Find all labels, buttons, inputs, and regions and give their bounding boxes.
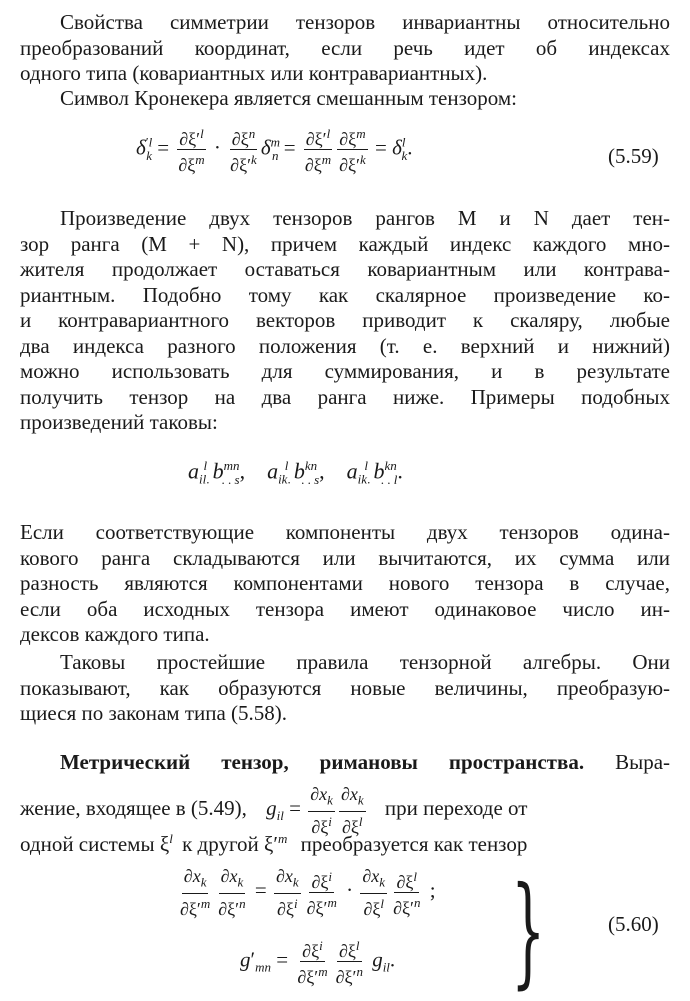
text-line: Если соответствующие компоненты двух тензоров одина-	[20, 520, 670, 544]
text-line: Таковы простейшие правила тензорной алгебры. Они	[60, 650, 670, 674]
paragraph-sum	[20, 520, 670, 648]
text-fragment: Выра-	[615, 750, 671, 774]
text-line: два индекса разного положения (т. е. верхний и нижний)	[20, 333, 670, 358]
text-line: дексов каждого типа.	[20, 622, 210, 646]
text-line: риантным. Подобно тому как скалярное произведение ко-	[20, 282, 670, 307]
paragraph-product	[20, 206, 670, 436]
text-line: Символ Кронекера является смешанным тензором:	[60, 86, 517, 110]
equation-number: (5.60)	[608, 912, 659, 936]
text-fragment: к другой	[182, 832, 259, 856]
text-line: произведений таковы:	[20, 410, 218, 434]
paragraph-metric	[20, 750, 670, 776]
product-examples: $a_{il.}^l$ $b^{mn}_{. . s}$, $a_{ik.}^l$ $b^{kn}_{. . s}$, $a_{ik.}^l$ $b^{kn}_{. . l}$.	[188, 458, 403, 487]
text-fragment: преобразуется как тензор	[300, 832, 528, 856]
paragraph-metric-line2: жение, входящее в (5.49), $g_{il}$ = $\frac{\partial x_k}{\partial\xi^i}$ $\frac{\partial x_k}{\partial\xi^l}$ при переходе от	[20, 784, 528, 837]
text-line: кового ранга складываются или вычитаются, их сумма или	[20, 545, 670, 570]
text-fragment: жение, входящее в (5.49),	[20, 796, 247, 821]
text-line: Свойства симметрии тензоров инвариантны относительно	[60, 10, 670, 34]
text-line: можно использовать для суммирования, и в результате	[20, 359, 670, 383]
paragraph-kronecker	[20, 86, 670, 112]
text-line: Произведение двух тензоров рангов M и N дает тен-	[60, 206, 670, 230]
text-line: одного типа (ковариантных или контравариантных).	[20, 61, 488, 85]
text-fragment: при переходе от	[384, 796, 528, 821]
text-line: преобразований координат, если речь идет об индексах	[20, 35, 670, 60]
equation-number: (5.59)	[608, 144, 659, 168]
text-line: щиеся по законам типа (5.58).	[20, 701, 288, 725]
paragraph-symmetry	[20, 10, 670, 87]
equation-5-60-line2: $g'_{mn}$ = $\frac{\partial\xi^i}{\partial\xi'^m}$ $\frac{\partial\xi^l}{\partial\xi'^n}$ $g_{il}$.	[240, 938, 396, 987]
text-line: получить тензор на два ранга ниже. Примеры подобных	[20, 384, 670, 409]
text-line: если оба исходных тензора имеют одинаковое число ин-	[20, 596, 670, 621]
equation-5-60-line1: $\frac{\partial x_k}{\partial\xi'^m}$ $\frac{\partial x_k}{\partial\xi'^n}$ = $\frac{\partial x_k}{\partial\xi^i}$ $\frac{\partial\xi^i}{\partial\xi'^m}$ · $\frac{\partial x_k}{\partial\xi^l}$ $\frac{\partial\xi^l}{\partial\xi'^n}$ ;	[180, 866, 436, 919]
paragraph-rules	[20, 650, 670, 727]
text-line: жителя продолжает оставаться ковариантным или контрава-	[20, 257, 670, 281]
text-line: зор ранга (M + N), причем каждый индекс каждого мно-	[20, 231, 670, 256]
right-brace: }	[510, 862, 546, 1001]
text-line: и контравариантного векторов приводит к скаляру, любые	[20, 308, 670, 332]
equation-5-59: $\delta^{'l}_k$ = $\frac{\partial\xi'^l}{\partial\xi^m}$ · $\frac{\partial\xi^n}{\partial\xi'^k}$ $\delta^m_n$ = $\frac{\partial\xi'^l}{\partial\xi^m}$ $\frac{\partial\xi^m}{\partial\xi'^k}$ = $\delta^l_k$.	[136, 126, 413, 175]
text-line	[20, 750, 670, 776]
text-line: разность являются компонентами нового тензора в случае,	[20, 571, 670, 595]
paragraph-metric-line3: одной системы $\xi^l$ к другой $\xi'^m$ преобразуется как тензор	[20, 831, 528, 856]
text-line: показывают, как образуются новые величины, преобразую-	[20, 675, 670, 700]
text-fragment: одной системы	[20, 832, 155, 856]
section-heading: Метрический тензор, римановы пространства.	[60, 750, 585, 774]
